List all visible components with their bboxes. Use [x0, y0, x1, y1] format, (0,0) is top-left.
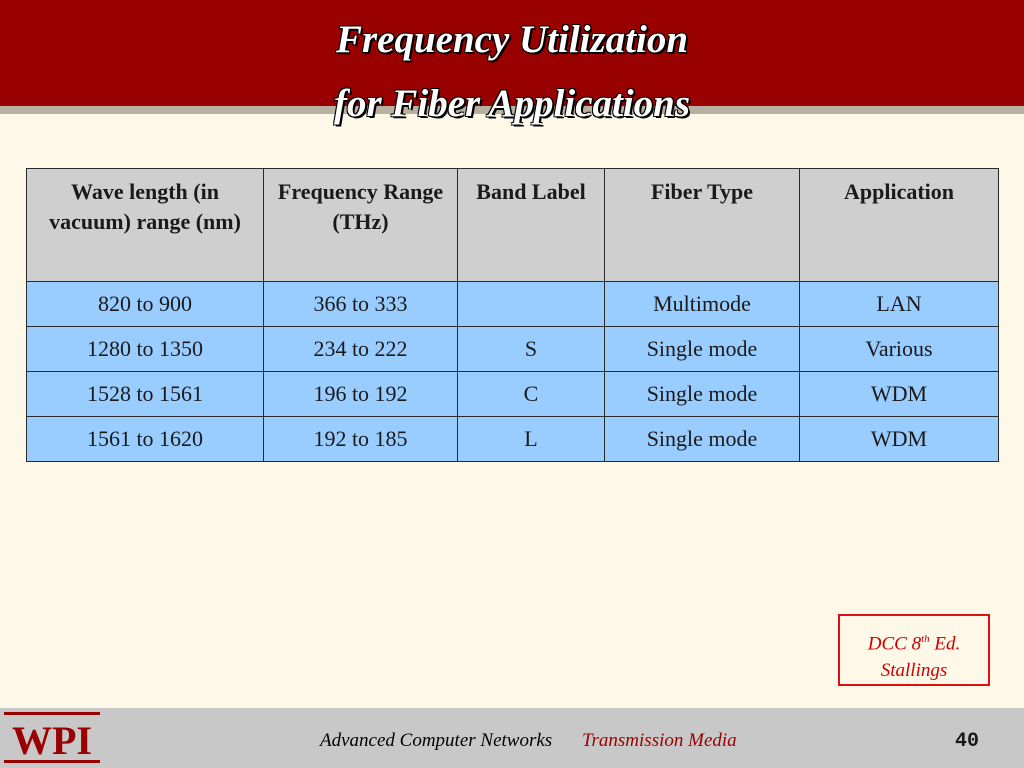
- page-number: 40: [955, 730, 980, 753]
- table-row: [27, 327, 999, 372]
- footer-course-title: Advanced Computer Networks: [320, 730, 553, 751]
- cell-application: WDM: [800, 372, 999, 417]
- header-band-label: Band Label: [458, 169, 605, 282]
- table-row: [27, 417, 999, 462]
- slide-title-line-2: for Fiber Applications: [333, 82, 691, 125]
- footer-topic: Transmission Media: [582, 730, 737, 751]
- cell-application: Various: [800, 327, 999, 372]
- cell-fiber-type: Single mode: [605, 372, 800, 417]
- wpi-logo: [4, 712, 100, 764]
- cell-fiber-type: Single mode: [605, 327, 800, 372]
- cell-band-label: S: [458, 327, 605, 372]
- cell-wavelength: 820 to 900: [27, 282, 264, 327]
- cell-band-label: L: [458, 417, 605, 462]
- cell-band-label: C: [458, 372, 605, 417]
- cell-wavelength: 1561 to 1620: [27, 417, 264, 462]
- slide-title-line-1: Frequency Utilization: [335, 18, 689, 61]
- source-superscript: th: [921, 633, 930, 645]
- source-citation-box: [838, 614, 990, 686]
- cell-fiber-type: Multimode: [605, 282, 800, 327]
- table-row: [27, 282, 999, 327]
- cell-application: LAN: [800, 282, 999, 327]
- table-header-row: [27, 169, 999, 282]
- header-frequency: Frequency Range (THz): [264, 169, 458, 282]
- table-row: [27, 372, 999, 417]
- source-author: Stallings: [880, 660, 948, 682]
- cell-frequency: 234 to 222: [264, 327, 458, 372]
- cell-fiber-type: Single mode: [605, 417, 800, 462]
- slide-title: [0, 8, 1024, 136]
- cell-band-label: [458, 282, 605, 327]
- header-application: Application: [800, 169, 999, 282]
- header-fiber-type: Fiber Type: [605, 169, 800, 282]
- cell-frequency: 366 to 333: [264, 282, 458, 327]
- source-prefix: DCC 8: [867, 633, 922, 655]
- wpi-logo-text: WPI: [12, 718, 92, 763]
- cell-wavelength: 1528 to 1561: [27, 372, 264, 417]
- cell-wavelength: 1280 to 1350: [27, 327, 264, 372]
- header-wavelength: Wave length (in vacuum) range (nm): [27, 169, 264, 282]
- cell-frequency: 196 to 192: [264, 372, 458, 417]
- cell-frequency: 192 to 185: [264, 417, 458, 462]
- fiber-frequency-table: [26, 168, 999, 462]
- source-edition: [840, 626, 988, 657]
- cell-application: WDM: [800, 417, 999, 462]
- source-suffix: Ed.: [929, 633, 961, 655]
